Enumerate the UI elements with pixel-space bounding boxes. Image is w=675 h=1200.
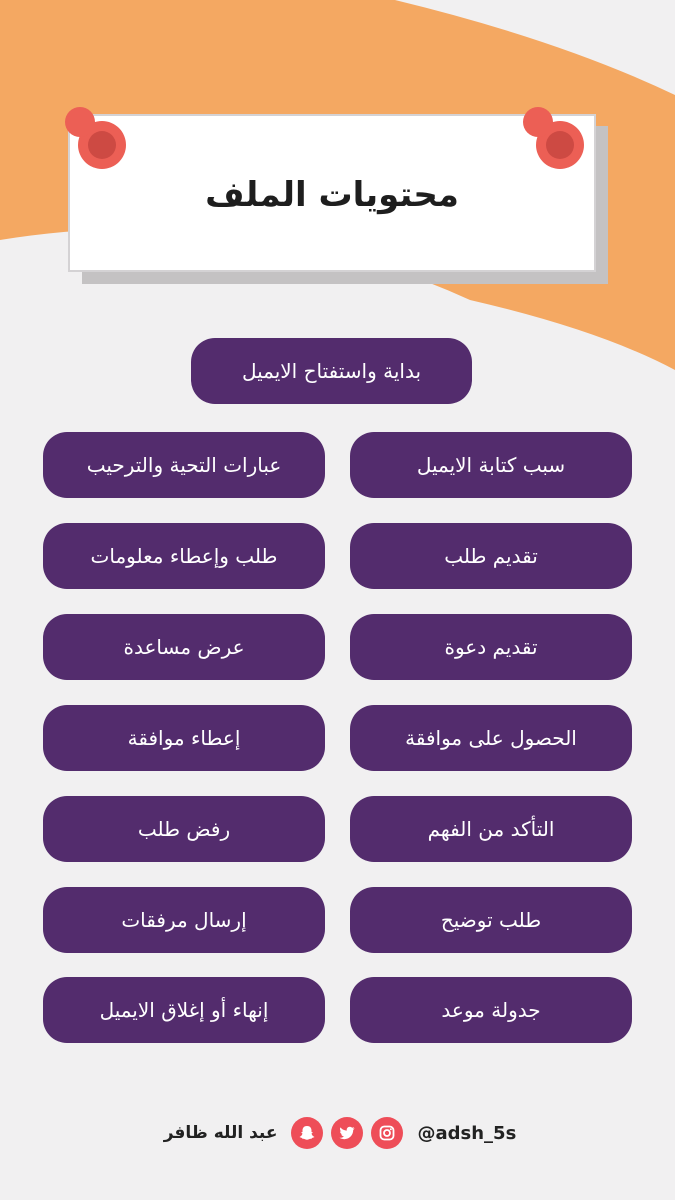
topic-button[interactable]: إعطاء موافقة bbox=[43, 705, 325, 771]
topic-button[interactable]: عبارات التحية والترحيب bbox=[43, 432, 325, 498]
snapchat-icon[interactable] bbox=[291, 1117, 323, 1149]
topic-button[interactable]: إنهاء أو إغلاق الايميل bbox=[43, 977, 325, 1043]
twitter-icon[interactable] bbox=[331, 1117, 363, 1149]
pushpin-icon bbox=[520, 104, 590, 174]
topic-button[interactable]: جدولة موعد bbox=[350, 977, 632, 1043]
topic-button-intro[interactable]: بداية واستفتاح الايميل bbox=[191, 338, 472, 404]
topic-button[interactable]: طلب توضيح bbox=[350, 887, 632, 953]
pushpin-icon bbox=[62, 104, 132, 174]
topic-button[interactable]: رفض طلب bbox=[43, 796, 325, 862]
topic-button[interactable]: إرسال مرفقات bbox=[43, 887, 325, 953]
footer bbox=[150, 1113, 530, 1153]
page-title: محتويات الملف bbox=[205, 175, 459, 215]
topic-button[interactable]: التأكد من الفهم bbox=[350, 796, 632, 862]
title-note bbox=[68, 114, 596, 272]
instagram-icon[interactable] bbox=[371, 1117, 403, 1149]
topic-button[interactable]: سبب كتابة الايميل bbox=[350, 432, 632, 498]
author-name: عبد الله ظافر bbox=[163, 1123, 278, 1143]
topic-button[interactable]: طلب وإعطاء معلومات bbox=[43, 523, 325, 589]
topic-button[interactable]: تقديم دعوة bbox=[350, 614, 632, 680]
topic-button[interactable]: تقديم طلب bbox=[350, 523, 632, 589]
topic-button[interactable]: الحصول على موافقة bbox=[350, 705, 632, 771]
social-handle[interactable]: @adsh_5s bbox=[417, 1122, 517, 1144]
topic-button[interactable]: عرض مساعدة bbox=[43, 614, 325, 680]
